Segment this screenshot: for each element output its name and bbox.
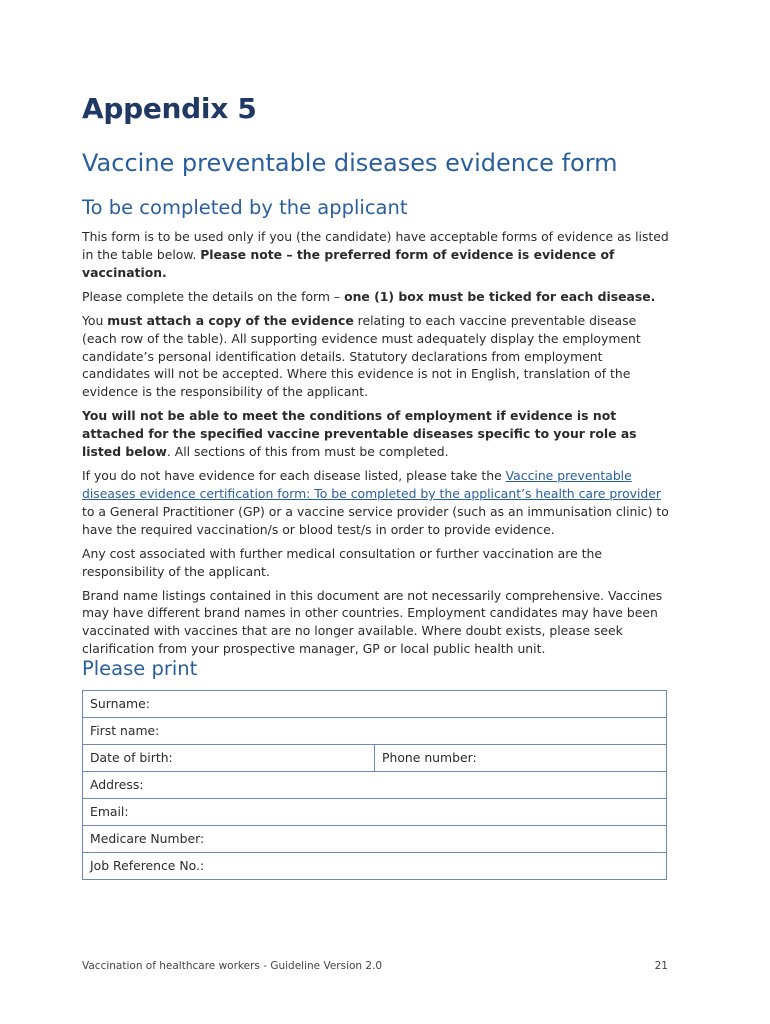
paragraph-conditions: You will not be able to meet the conditions of employment if evidence is not attached for the specified vaccine preventable diseases specific to your role as listed below. All sections of this from must be completed. (82, 408, 637, 459)
form-row-medicare (83, 826, 666, 853)
date-of-birth-field[interactable]: Date of birth: (90, 750, 173, 765)
paragraph-no-evidence: If you do not have evidence for each disease listed, please take the Vaccine preventable diseases evidence certification form: To be completed by the applicant’s health care provider to a General Practitioner (GP) or a vaccine service provider (such as an immunisation clinic) to have the required vaccination/s or blood test/s in order to provide evidence. (82, 468, 669, 537)
paragraph-attach-evidence: You must attach a copy of the evidence relating to each vaccine preventable disease (each row of the table). All supporting evidence must adequately display the employment candidate’s personal identification details. Statutory declarations from employment candidates will not be accepted. Where this evidence is not in English, translation of the evidence is the responsibility of the applicant. (82, 312, 641, 400)
job-reference-field[interactable]: Job Reference No.: (90, 858, 205, 873)
form-title: Vaccine preventable diseases evidence form (82, 149, 618, 177)
instructions (82, 228, 674, 664)
paragraph-brand-names: Brand name listings contained in this document are not necessarily comprehensive. Vaccines may have different brand names in other countries. Employment candidates may have been vaccinated with vaccines that are no longer available. Where doubt exists, please seek clarification from your prospective manager, GP or local public health unit. (82, 587, 663, 657)
page-footer (82, 960, 668, 972)
form-row-surname (83, 691, 666, 718)
form-row-address (83, 772, 666, 799)
form-row-first-name (83, 718, 666, 745)
paragraph-complete-details: Please complete the details on the form – one (1) box must be ticked for each disease. (82, 288, 656, 304)
form-row-job-reference (83, 853, 666, 880)
medicare-number-field[interactable]: Medicare Number: (90, 831, 205, 846)
surname-field[interactable]: Surname: (90, 696, 150, 711)
email-field[interactable]: Email: (90, 804, 129, 819)
page-number: 21 (654, 960, 668, 972)
paragraph-intro: This form is to be used only if you (the candidate) have acceptable forms of evidence as listed in the table below. Please note – the preferred form of evidence is evidence of vaccination. (82, 229, 669, 280)
appendix-heading: Appendix 5 (82, 92, 257, 125)
footer-text: Vaccination of healthcare workers - Guideline Version 2.0 (82, 960, 383, 972)
certification-form-link[interactable]: Vaccine preventable diseases evidence certification form: To be completed by the applicant’s health care provider (82, 468, 662, 501)
applicant-details-table (82, 690, 667, 880)
form-row-dob-phone (83, 745, 666, 772)
section-heading: To be completed by the applicant (82, 196, 408, 219)
first-name-field[interactable]: First name: (90, 723, 160, 738)
form-row-email (83, 799, 666, 826)
please-print-heading: Please print (82, 657, 198, 680)
address-field[interactable]: Address: (90, 777, 144, 792)
paragraph-cost: Any cost associated with further medical consultation or further vaccination are the responsibility of the applicant. (82, 545, 602, 579)
phone-number-field[interactable]: Phone number: (374, 745, 666, 771)
